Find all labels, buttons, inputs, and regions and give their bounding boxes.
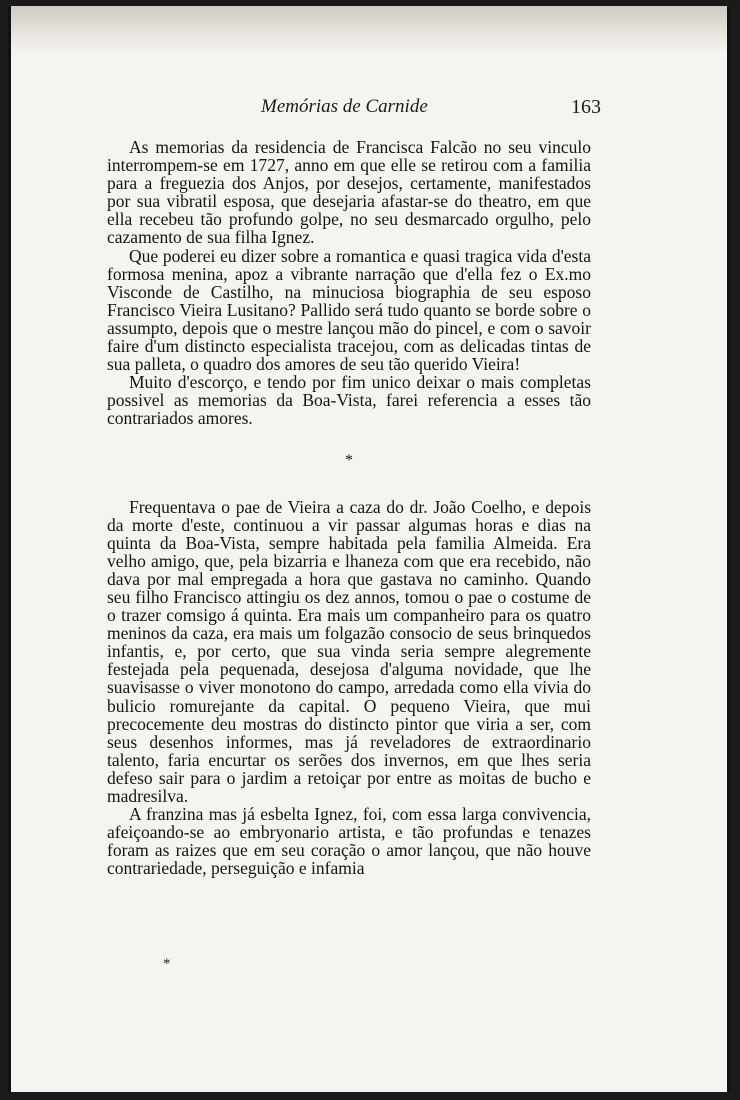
page-top-shadow bbox=[11, 6, 727, 54]
body-text bbox=[107, 138, 591, 877]
paragraph-4: Frequentava o pae de Vieira a caza do dr. João Coelho, e depois da morte d'este, continuou a vir passar algumas horas e dias na quinta da Boa-Vista, sempre habitada pela familia Almeida. Era velho amigo, que, pela bizarria e lhaneza com que era recebido, não dava por mal empregada a hora que gastava no caminho. Quando seu filho Francisco attingiu os dez annos, tomou o pae o costume de o trazer comsigo á quinta. Era mais um companheiro para os quatro meninos da caza, era mais um folgazão consocio de seus brinquedos infantis, e, por certo, que sua vinda seria sempre alegremente festejada pela pequenada, desejosa d'alguma novidade, que lhe suavisasse o viver monotono do campo, arredada como ella vivia do bulicio romurejante da capital. O pequeno Vieira, que mui precocemente deu mostras do distincto pintor que viria a ser, com seus desenhos informes, mas já reveladores de extraordinario talento, faria encurtar os serões dos invernos, em que lhes seria defeso sair para o jardim a retoiçar por entre as moitas de bucho e madresilva. bbox=[107, 496, 591, 806]
paragraph-3: Muito d'escorço, e tendo por fim unico deixar o mais completas possivel as memorias da Boa-Vista, farei referencia a esses tão contrariados amores. bbox=[107, 372, 591, 429]
section-separator: * bbox=[345, 451, 353, 469]
paragraph-1: As memorias da residencia de Francisca Falcão no seu vinculo interrompem-se em 1727, anno em que elle se retirou com a familia para a freguezia dos Anjos, por desejos, certamente, manifestados por sua vibratil esposa, que desejaria afastar-se do theatro, em que ella recebeu tão profundo golpe, no seu desmarcado orgulho, pelo cazamento de sua filha Ignez. bbox=[107, 137, 591, 248]
page-number: 163 bbox=[571, 96, 601, 118]
book-page bbox=[8, 6, 730, 1092]
running-head bbox=[11, 96, 727, 120]
footnote-mark: * bbox=[163, 956, 171, 972]
paragraph-5: A franzina mas já esbelta Ignez, foi, com essa larga convivencia, afeiçoando-se ao embryonario artista, e tão profundas e tenazes foram as raizes que em seu coração o amor lançou, que não houve contrariedade, perseguição e infamia bbox=[107, 804, 591, 879]
running-title: Memórias de Carnide bbox=[261, 96, 428, 117]
paragraph-2: Que poderei eu dizer sobre a romantica e quasi tragica vida d'esta formosa menina, apoz a vibrante narração que d'ella fez o Ex.mo Visconde de Castilho, na minuciosa biographia de seu esposo Francisco Vieira Lusitano? Pallido será tudo quanto se borde sobre o assumpto, depois que o mestre lançou mão do pincel, e com o savoir faire d'um distincto especialista tracejou, com as delicadas tintas de sua palleta, o quadro dos amores de seu tão querido Vieira! bbox=[107, 245, 591, 375]
